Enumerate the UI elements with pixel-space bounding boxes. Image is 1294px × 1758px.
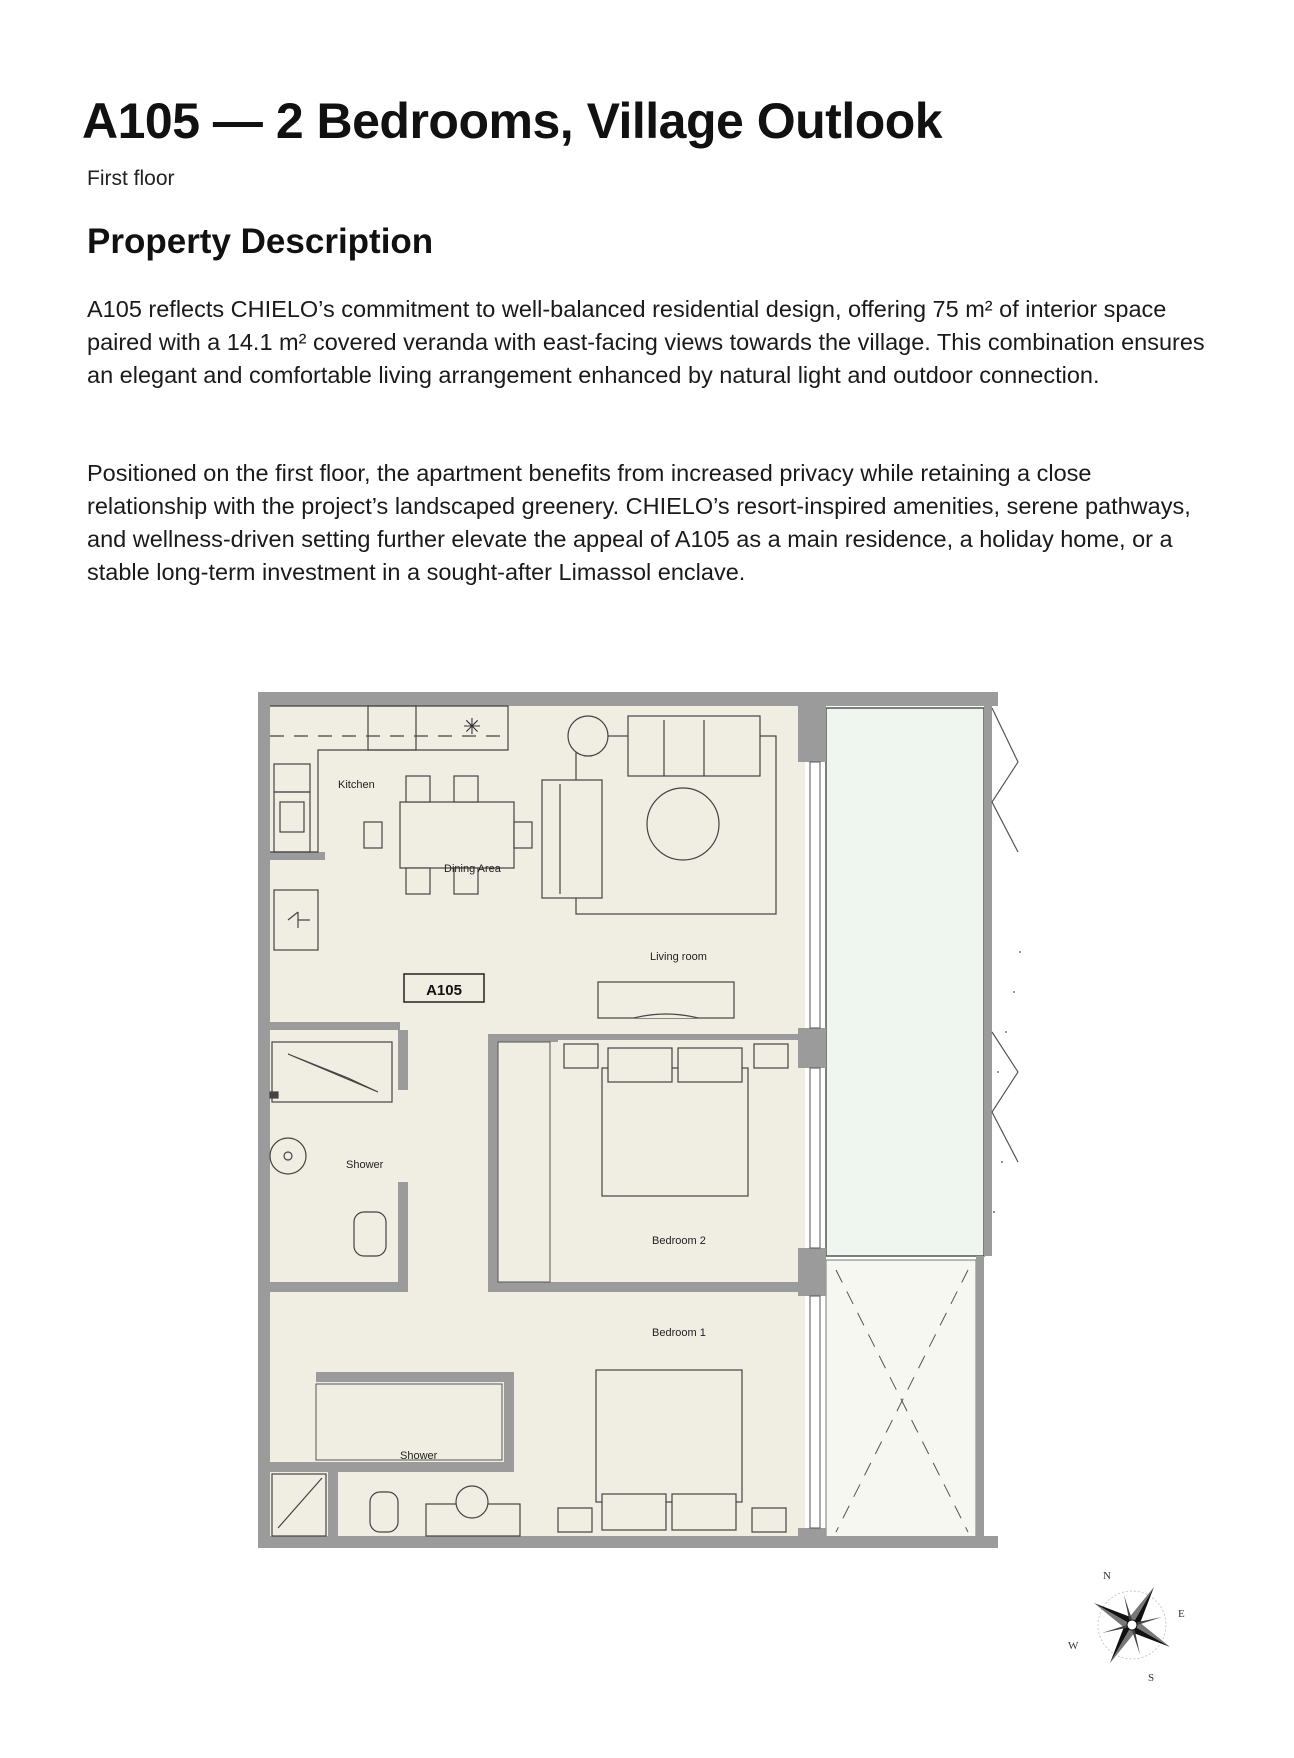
compass-rose <box>1060 1565 1210 1685</box>
veranda-glass <box>826 708 984 1256</box>
page-title: A105 — 2 Bedrooms, Village Outlook <box>82 93 943 149</box>
label-unit: A105 <box>426 982 462 999</box>
compass-south: S <box>1148 1672 1155 1684</box>
label-shower-2: Shower <box>400 1450 438 1462</box>
label-kitchen: Kitchen <box>338 779 375 791</box>
label-bedroom-2: Bedroom 2 <box>652 1235 706 1247</box>
label-shower-1: Shower <box>346 1159 384 1171</box>
section-heading: Property Description <box>87 222 434 261</box>
compass-north: N <box>1103 1570 1111 1582</box>
label-dining: Dining Area <box>444 863 501 875</box>
compass-west: W <box>1068 1640 1079 1652</box>
wardrobe-bedroom-1 <box>316 1384 502 1460</box>
floor-level: First floor <box>87 167 175 190</box>
wardrobe-bedroom-2 <box>498 1042 550 1282</box>
veranda-sliders <box>992 708 1018 1162</box>
label-living: Living room <box>650 951 707 963</box>
label-bedroom-1: Bedroom 1 <box>652 1327 706 1339</box>
description-paragraph-2: Positioned on the first floor, the apartment benefits from increased privacy while retaining a close relationship with the project’s landscaped greenery. CHIELO’s resort-inspired amenities, serene pathways, and wellness-driven setting further elevate the appeal of A105 as a main residence, a holiday home, or a stable long-term investment in a sought-after Limassol enclave. <box>87 460 1191 585</box>
compass-east: E <box>1178 1608 1185 1620</box>
description-paragraph-1: A105 reflects CHIELO’s commitment to well-balanced residential design, offering 75 m² of interior space paired with a 14.1 m² covered veranda with east-facing views towards the village. This combination ensures an elegant and comfortable living arrangement enhanced by natural light and outdoor connection. <box>87 296 1205 388</box>
hob-icon: ✳ <box>462 714 482 739</box>
veranda-dots <box>993 951 1021 1213</box>
floor-plan <box>258 692 1033 1548</box>
